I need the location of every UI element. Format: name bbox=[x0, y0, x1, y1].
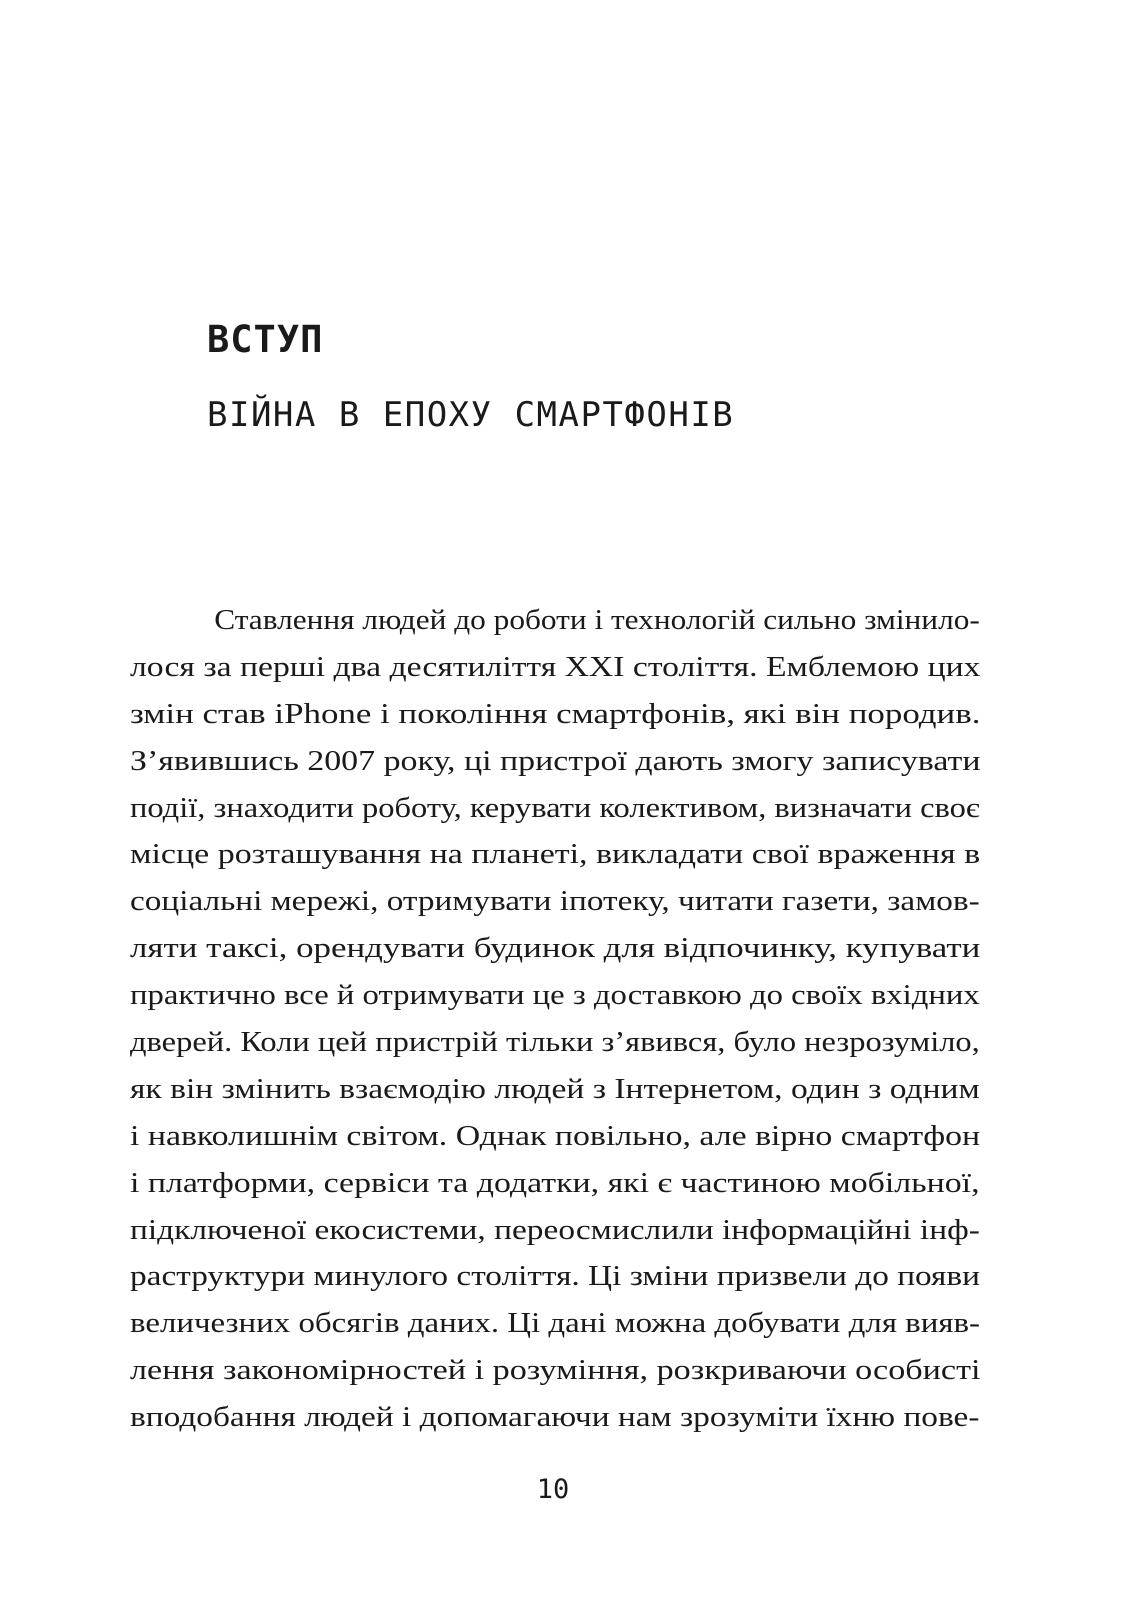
page-number-container bbox=[0, 1474, 1142, 1505]
text-line: підключеної екосистеми, переосмислили інформаційні інф- bbox=[130, 1213, 980, 1246]
text-line: змін став iPhone і покоління смартфонів, які він породив. bbox=[130, 697, 981, 730]
page-number: 10 bbox=[536, 1474, 570, 1505]
text-line: З’явившись 2007 року, ці пристрої дають змогу записувати bbox=[130, 744, 981, 777]
text-line: ляти таксі, орендувати будинок для відпочинку, купувати bbox=[130, 932, 981, 965]
chapter-title: ВІЙНА В ЕПОХУ СМАРТФОНІВ bbox=[207, 395, 735, 435]
text-line: події, знаходити роботу, керувати колективом, визначати своє bbox=[130, 791, 980, 824]
text-line: і платформи, сервіси та додатки, які є частиною мобільної, bbox=[130, 1166, 980, 1199]
text-line: раструктури минулого століття. Ці зміни призвели до появи bbox=[130, 1260, 980, 1293]
text-line: вподобання людей і допомагаючи нам зрозуміти їхню пове- bbox=[130, 1401, 980, 1434]
text-line: практично все й отримувати це з доставкою до своїх вхідних bbox=[130, 979, 980, 1012]
text-line: лення закономірностей і розуміння, розкриваючи особисті bbox=[130, 1354, 981, 1387]
text-line: величезних обсягів даних. Ці дані можна добувати для вияв- bbox=[130, 1307, 980, 1340]
text-line: Ставлення людей до роботи і технологій сильно змінило- bbox=[214, 604, 980, 636]
text-line: соціальні мережі, отримувати іпотеку, читати газети, замов- bbox=[130, 885, 980, 918]
text-line: як він змінить взаємодію людей з Інтернетом, один з одним bbox=[130, 1072, 980, 1105]
text-line: дверей. Коли цей пристрій тільки з’явився, було незрозуміло, bbox=[130, 1026, 980, 1059]
body-paragraph bbox=[130, 597, 980, 1441]
text-line: і навколишнім світом. Однак повільно, але вірно смартфон bbox=[130, 1119, 981, 1152]
chapter-label: ВСТУП bbox=[207, 318, 324, 361]
text-line: місце розташування на планеті, викладати свої враження в bbox=[130, 838, 981, 871]
text-line: лося за перші два десятиліття XXI століття. Емблемою цих bbox=[130, 650, 981, 683]
